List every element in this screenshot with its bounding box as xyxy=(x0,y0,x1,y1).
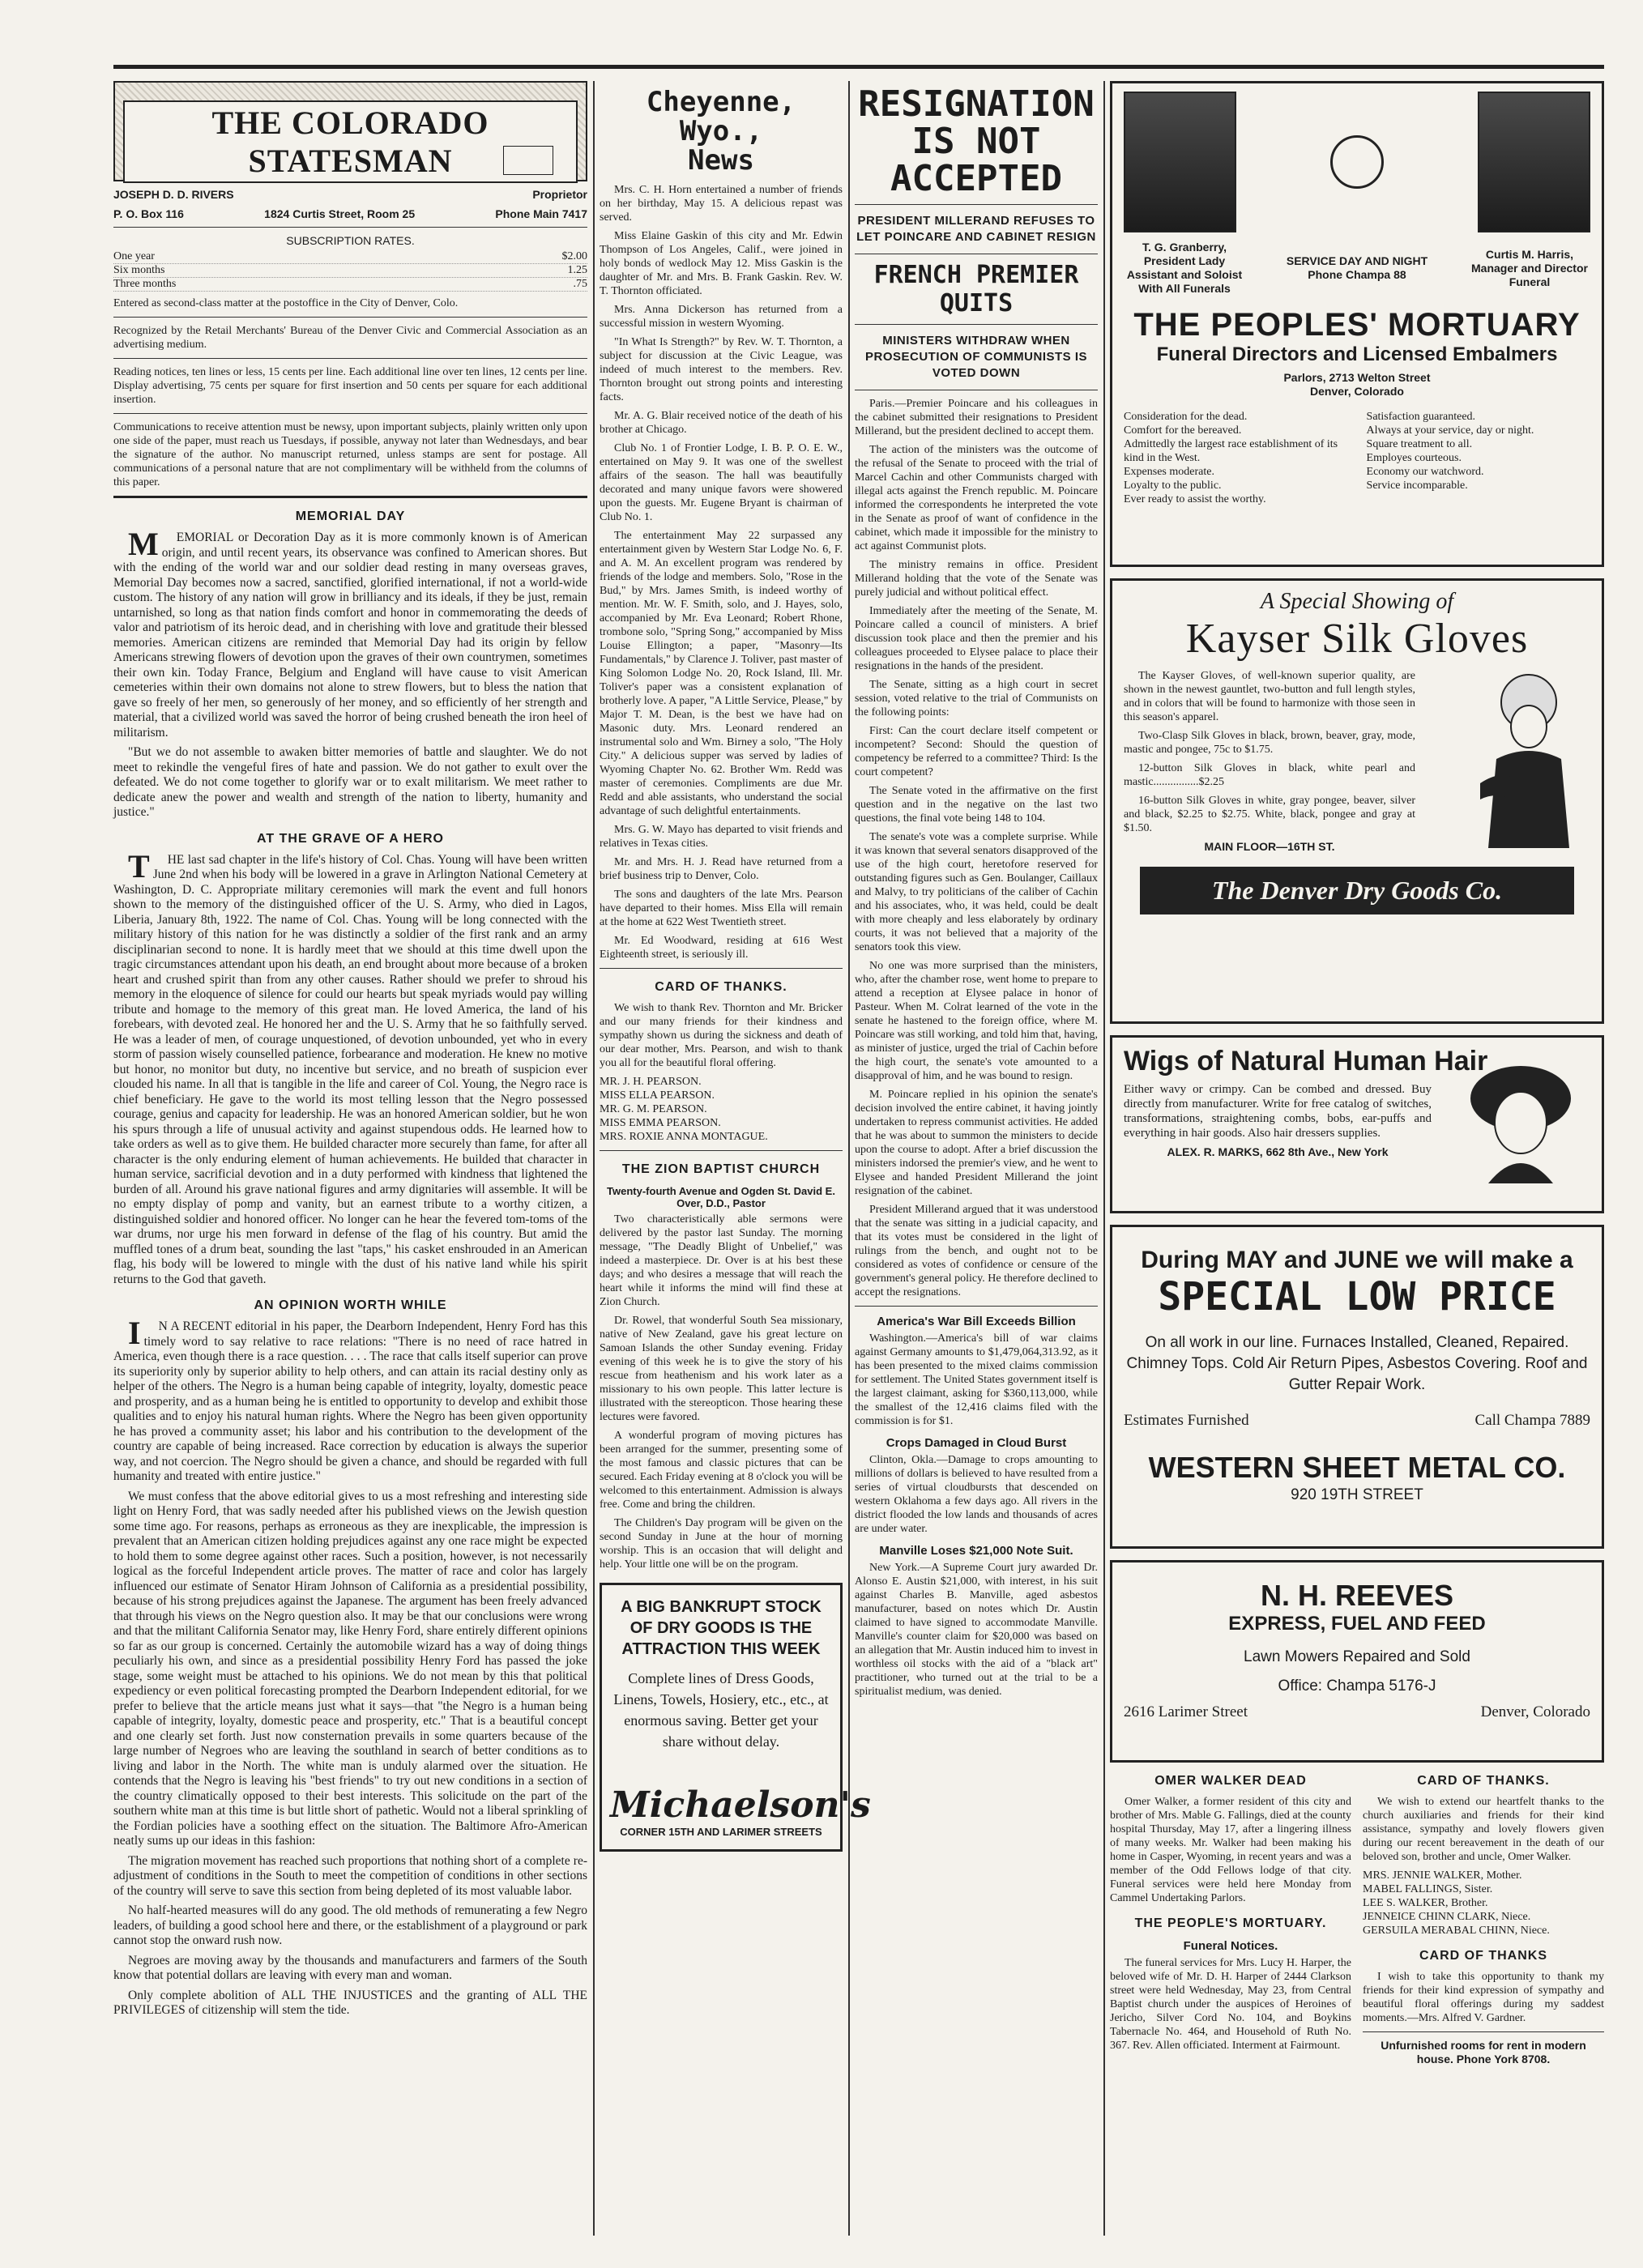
reeves-address: 2616 Larimer Street Denver, Colorado xyxy=(1124,1703,1590,1720)
notices-area xyxy=(1110,1774,1604,2066)
news-paragraph: No one was more surprised than the ministers, who, after the chamber rose, went home to prepare to attend a reception at Elysee palace in honor of Pasteur. When M. Colrat learned of the vote in the senate he hastened to the foreign office, where M. Poincare was still working, and told him that, having, as minister of justice, urged the trial of Cachin before the high court, the senate's vote amounted to a disapproval of him, and he was bound to resign. xyxy=(855,960,1098,1082)
news-item: Miss Elaine Gaskin of this city and Mr. Edwin Thompson of Los Angeles, Calif., were joined in holy bonds of wedlock May 12. Miss Gaskin is the daughter of Mr. and Mrs. B. Frank Gaskin. Rev. W. T. Thornton officiated. xyxy=(600,230,843,297)
card2-headline: CARD OF THANKS xyxy=(1419,1949,1547,1963)
michaelsons-ad xyxy=(600,1583,871,1852)
cheyenne-column xyxy=(600,81,871,2236)
mortuary-city: Denver, Colorado xyxy=(1310,385,1404,398)
woman-portrait-icon xyxy=(1464,1054,1577,1183)
church-paragraph: The Children's Day program will be given on the second Sunday in June at the hour of morning worship. This is an occasion that will delight and help. Your little one will be on the program. xyxy=(600,1517,843,1571)
news-paragraph: Paris.—Premier Poincare and his colleagues in the cabinet submitted their resignations to President Millerand, but the president declined to accept them. xyxy=(855,398,1098,437)
news-item: Mr. A. G. Blair received notice of the death of his brother at Chicago. xyxy=(600,410,843,436)
mortuary-lists: Consideration for the dead. Comfort for the bereaved. Admittedly the largest race establishment of its kind in the West. Expenses moderate. Loyalty to the public. Ever ready to assist the worthy. Satisfaction guaranteed. Always at your service, day or night. Square treatment to all. Employes courteous. Economy our watchword. Service incomparable. xyxy=(1124,411,1534,505)
mortuary-parlors: Parlors, 2713 Welton Street xyxy=(1283,371,1431,384)
ad-headline: A BIG BANKRUPT STOCK OF DRY GOODS IS THE ATTRACTION THIS WEEK xyxy=(621,1598,822,1658)
memorial-paragraph: MEMORIAL or Decoration Day as it is more commonly known is of American origin, and until recent years, its observance was confined to American shores. But with the ending of the world war and our soldier dead resting in many overseas graves, Memorial Day becomes now a sacred, sanctified, glorified international, if not a world-wide custom. The history of any nation will grow in brilliancy and its ideals, if they be just, remain untarnished, so long as that nation finds comfort and honor in commemorating the deeds of valor and patriotism of its heroic dead, and in cherishing with love and gratitude their blessed memories. American citizens are reminded that Memorial Day had its origin by fellow Americans strewing flowers of devotion upon the graves of their own countrymen, sometimes their own kin. Today France, Belgium and England will have cause to visit American cemeteries within their own domains not alone to strew flowers, but to bless the nation that gave so freely of her men, so generously of her money, and so efficiently of her strength and material, that a civilized world was saved the horror of being crushed beneath the iron heel of militarism. xyxy=(113,526,587,740)
kayser-title: Kayser Silk Gloves xyxy=(1185,616,1529,662)
po-box: P. O. Box 116 xyxy=(113,207,184,220)
crown-emblem-icon xyxy=(1330,135,1384,189)
ad-body: Complete lines of Dress Goods, Linens, Towels, Hosiery, etc., etc., at enormous saving. Better get your share without delay. xyxy=(613,1670,829,1750)
premier-headline: FRENCH PREMIER QUITS xyxy=(873,261,1079,318)
mortuary-photo-row xyxy=(1124,92,1590,232)
granberry-portrait xyxy=(1124,92,1236,232)
news-paragraph: The senate's vote was a complete surprise. While it was known that several senators disapproved of the use of the high court, heretofore reserved for outstanding figures such as Gen. Boulanger, Caillaux and Malvy, to try politicians of the caliber of Cachin and his associates, who, it was held, could be dealt with more cheaply and less elaborately by ordinary courts, it was not believed that a majority of the senators took this view. xyxy=(855,831,1098,953)
notices-right xyxy=(1363,1774,1604,2066)
opinion-paragraph: We must confess that the above editorial gives to us a most refreshing and interesting side light on Henry Ford, that was sadly needed after his published views on the Jewish question some time ago. For reasons, perhaps as erroneous as they are inexplicable, the impression is prevalent that an American citizen holding prejudices against any one race might be expected to hold them to some degree against other races. Such a position, however, is not necessarily logical as the forceful Independent article proves. The matter of race and color has largely influenced our estimate of Senator Hiram Johnson of California as a presidential possibility, because of his strong prejudices against the Japanese. The argument has been freely advanced that through his views on the Negro question also. It may be that our conclusions were wrong and that the militant California Senator may, like Henry Ford, share entirely different opinions so far as our group is concerned. Certainly the automobile wizard has a way of doing things peculiarly his own, and since as a presidential possibility Henry Ford has passed the joke stage, some weight must be attached to his opinions. We do not mean by this that political expediency or even political forecasting prompted the Dearborn Independent editorial, for we prefer to believe that the article means just what it says—that "the Negro is a human being capable of integrity, loyalty, domestic peace and prosperity, etc." That is a beautiful concept and one clearly set forth. Just now consternation prevails in some quarters because of the large number of Negroes who are leaving the southland in search of better conditions as to living and labor in the North. The white man is unduly alarmed over the situation. He contends that the Negro is leaving his "best friends" to try out new conditions in a section of the country climatically opposed to their best interests. This solicitude on the part of the southern white man at this time is but little short of pathetic. Would not a liberal sprinkling of the Fordian policies have a soothing effect on the situation. The Baltimore Afro-American neatly sums up our ideas in this fashion: xyxy=(113,1489,587,1848)
opinion-paragraph: Only complete abolition of ALL THE INJUSTICES and the granting of ALL THE PRIVILEGES of citizenship will stem the tide. xyxy=(113,1988,587,2017)
news-item: "In What Is Strength?" by Rev. W. T. Thornton, a subject for discussion at the Civic League, was indeed of much interest to the members. Rev. Thornton brought out strong points and interesting facts. xyxy=(600,336,843,403)
special-price-headline: SPECIAL LOW PRICE xyxy=(1158,1274,1556,1319)
church-paragraph: Dr. Rowel, that wonderful South Sea missionary, native of New Zealand, gave his great lecture on Samoan Islands the other Sunday evening. Friday evening of this week he is to give the story of his rescue from heathenism and his work later as a missionary to his own people. This latter lecture is illustrated with the stereopticon. Those hearing these lectures were favored. xyxy=(600,1315,843,1423)
street-address: 1824 Curtis Street, Room 25 xyxy=(264,207,416,220)
sheet-metal-contact: Estimates Furnished Call Champa 7889 xyxy=(1124,1412,1590,1429)
news-item: The entertainment May 22 surpassed any entertainment given by Western Star Lodge No. 6, F. and A. M. An excellent program was rendered by friends of the lodge and members. Solo, "Rose in the Bud," by Mrs. James Smith, is indeed worthy of mention. Mr. W. F. Smith, solo, and J. Hayes, solo, accompanied by Mr. Eva Leonard; Robert Rhone, trombone solo, "Spring Song," accompanied by Miss Louise Ellington; a paper, "Masonry—Its Fundamentals," by Clarence J. Toliver, past master of King Solomon Lodge No. 20, Rock Island, Ill. Mr. Toliver's paper was a consistent explanation of brotherly love. A paper, "A Little Service, Please," by Major T. M. Dean, is the best we have had on Masonic duty. Mrs. Leonard rendered an instrumental solo and Wm. Birney a solo, "The Holy City." A delicious supper was served by ladies of Wyoming Chapter No. 62. Brother Wm. Redd was master of ceremonies. Compliments are due Mr. Redd and able assistants, who understand the social advantage of such delightful entertainments. xyxy=(600,530,843,817)
memorial-paragraph: "But we do not assemble to awaken bitter memories of battle and slaughter. We do not meet to rekindle the vengeful fires of hate and passion. We do not gather to exult over the defeated. We do not come together to glorify war or to exalt militarism. We meet rather to dedicate anew the power and wealth and strength of the nation to liberty, humanity and justice." xyxy=(113,745,587,819)
rooms-for-rent: Unfurnished rooms for rent in modern house. Phone York 8708. xyxy=(1381,2039,1586,2066)
glove-lady-illustration xyxy=(1464,670,1585,848)
grave-paragraph: THE last sad chapter in the life's history of Col. Chas. Young will have been written June 2nd when his body will be lowered in a grave in Arlington National Cemetery at Washington, D. C. Appropriate military ceremonies will mark the event and full honors shown to the memory of the distinguished officer of the U. S. Army, who died in Lagos, Liberia, January 8th, 1922. The name of Col. Chas. Young will be long connected with the military history of this nation for he was distinctly a soldier of the first rank and an army disciplinarian second to none. It is hardly meet that we should at this time dwell upon the tragic circumstances attendant upon his death, an end brought about more because of a broken heart and crushed spirit than from any other causes. Rather should we prefer to shroud his memory in the eloquence of silence for could our hearts but speak myriads would pay willing tribute and homage to the memory of this great man. He loved America, the land of his forebears, with devoted zeal. He honored her and the U. S. Army that he so faithfully served. He was a leader of men, of courage unquestioned, of devotion unbounded, yet who in every storm of passion wisely counselled patience, forbearance and moderation. He knew no motive but honor, no monitor but duty, no incentive but service, and no breath of suspicion ever clouded his name. In all that is tangible in the life and career of Col. Young, the Negro race is chief beneficiary. He gave to the world its most telling lesson that the Negro possessed courage, genius and capacity for leadership. He was an honored American soldier, but he won his spurs through a life of unusual activity and against stupendous odds. He learned how to take orders as well as to give them. He builded character more securely than fame, for after all character is the only enduring element of human achievements. He builded that character in human service, sacrificial devotion and in a duty performed with kindness that lightened the burden of all. Around his grave national figures and army dignitaries will assemble. It will be no empty display of pomp and vanity, but an earnest tribute to a worthy citizen, a distinguished soldier and honored officer. No longer can he hear the fevered tom-toms of the war drums, nor urge his men forward in defense of the flag of his country. But amid the muffled tones of a drum beat, sounding the last "taps," his casket enshrouded in an American flag, his body will be lowered to mingle with the dust of his native land while his spirit returns to the God that gaveth. xyxy=(113,847,587,1286)
reeves-office: Office: Champa 5176-J xyxy=(1278,1678,1436,1695)
mortuary-small-headline: THE PEOPLE'S MORTUARY. xyxy=(1134,1916,1327,1930)
news-item: Mr. Ed Woodward, residing at 616 West Eighteenth street, is seriously ill. xyxy=(600,935,843,961)
opinion-headline: AN OPINION WORTH WHILE xyxy=(254,1298,447,1312)
news-item: Club No. 1 of Frontier Lodge, I. B. P. O. E. W., entertained on May 9. It was one of the swellest affairs of the season. The hall was beautifully decorated and many unique favors were showered upon the guests. Mr. Eugene Bryant is chairman of Club No. 1. xyxy=(600,442,843,523)
crops-text: Clinton, Okla.—Damage to crops amounting to millions of dollars is believed to have resulted from a series of virtual cloudbursts that descended on western Oklahoma a few days ago. All rivers in the district flooded the low lands and thousands of acres are under water. xyxy=(855,1454,1098,1535)
rate-row: Six months 1.25 xyxy=(113,264,587,276)
card2-text: I wish to take this opportunity to thank my friends for their kind expression of sympathy and beautiful floral offerings during my saddest moments.—Mrs. Alfred V. Gardner. xyxy=(1363,1971,1604,2024)
omer-text: Omer Walker, a former resident of this city and brother of Mrs. Mable G. Fallings, died at the county hospital Thursday, May 17, after a lingering illness of many weeks. Mr. Walker had been making his home in Casper, Wyoming, in recent years and was a member of the Odd Fellows lodge of that city. Funeral services were held here Monday from Cammel Undertaking Parlors. xyxy=(1110,1796,1351,1904)
harris-portrait xyxy=(1478,92,1590,232)
reeves-services: EXPRESS, FUEL AND FEED xyxy=(1228,1613,1486,1635)
news-item: Mrs. G. W. Mayo has departed to visit friends and relatives in Texas cities. xyxy=(600,824,843,850)
omer-headline: OMER WALKER DEAD xyxy=(1154,1774,1307,1788)
publisher-row xyxy=(113,188,587,201)
funeral-text: The funeral services for Mrs. Lucy H. Harper, the beloved wife of Mr. D. H. Harper of 2444 Clarkson street were held Wednesday, May 23, from Central Baptist church under the auspices of Heroines of Jericho, Silver Cord No. 104, and Boykins Tabernacle No. 464, and Household of Ruth No. 367. Rev. Allen officiated. Interment at Fairmount. xyxy=(1110,1957,1351,2052)
communications-notice: Communications to receive attention must be newsy, upon important subjects, plainly written only upon one side of the paper, must reach us Tuesdays, if possible, anyway not later than Wednesdays, and bear the signature of the author. No manuscript returned, unless stamps are sent for postage. All communications of a personal nature that are not complimentary will be withheld from the columns of this paper. xyxy=(113,421,587,488)
recognition-notice: Recognized by the Retail Merchants' Bureau of the Denver Civic and Commercial Association as an advertising medium. xyxy=(113,325,587,351)
resignation-deck: PRESIDENT MILLERAND REFUSES TO LET POINCARE AND CABINET RESIGN xyxy=(856,214,1096,244)
church-address: Twenty-fourth Avenue and Ogden St. David E. Over, D.D., Pastor xyxy=(607,1185,835,1209)
wigs-ad xyxy=(1110,1035,1604,1213)
sheet-metal-line1: During MAY and JUNE we will make a xyxy=(1141,1247,1573,1273)
news-paragraph: Immediately after the meeting of the Senate, M. Poincare called a council of ministers. A brief discussion took place and then the premier and his colleagues proceeded to Elysee palace to place their resignations in the hands of the president. xyxy=(855,605,1098,672)
phone-number: Phone Main 7417 xyxy=(495,207,587,220)
newspaper-name: THE COLORADO STATESMAN xyxy=(123,100,578,183)
sheet-metal-company: WESTERN SHEET METAL CO. xyxy=(1148,1451,1566,1484)
rates-table xyxy=(113,250,587,292)
resignation-headline: RESIGNATION IS NOT ACCEPTED xyxy=(858,83,1095,199)
left-caption: T. G. Granberry, President Lady Assistant and Soloist With All Funerals xyxy=(1126,241,1243,295)
church-headline: THE ZION BAPTIST CHURCH xyxy=(621,1162,821,1176)
wigs-title: Wigs of Natural Human Hair xyxy=(1124,1046,1488,1076)
news-item: The sons and daughters of the late Mrs. Pearson have departed to their homes. Miss Ella will remain at the home at 622 West Twentieth street. xyxy=(600,889,843,928)
newspaper-page xyxy=(113,65,1604,2236)
news-paragraph: M. Poincare replied in his opinion the senate's decision involved the entire cabinet, it having jointly undertaken to repress communist activities. He added that he was about to summon the ministers to decide upon the course to adopt. After a brief discussion the ministers indorsed the premier's view, and he went to Elysee and handed President Millerand the joint resignation of the cabinet. xyxy=(855,1089,1098,1197)
advertising-column xyxy=(1110,81,1604,2236)
crops-headline: Crops Damaged in Cloud Burst xyxy=(886,1436,1067,1450)
right-caption: Curtis M. Harris, Manager and Director Funeral xyxy=(1471,247,1588,288)
opinion-paragraph: IN A RECENT editorial in his paper, the Dearborn Independent, Henry Ford has this timely word to say relative to race relations: "There is no need of race hatred in America, even though there is a race question. . . . The race that calls itself superior can prove its superiority only by superior ability to help others, and can attain its racial destiny only as helper of the others. The Negro is a human being capable of integrity, loyalty, domestic peace and prosperity, and as a human being he is entitled to opportunity to develop and exhibit those qualities and to enjoy his natural human rights. Where the Negro has been given opportunity he has proved a community asset; his labor and his contribution to the development of the country are capable of being increased. Race correction by education is always the superior way, and not coercion. The Negro should be given a chance, and should be regarded with full humanity and treated with entire justice." xyxy=(113,1315,587,1483)
thanks-headline: CARD OF THANKS. xyxy=(655,980,787,994)
top-rule xyxy=(113,65,1604,69)
opinion-paragraph: Negroes are moving away by the thousands and manufacturers and farmers of the South know that potential dollars are leaving with every man and woman. xyxy=(113,1953,587,1982)
news-item: Mrs. C. H. Horn entertained a number of friends on her birthday, May 15. A delicious repast was served. xyxy=(600,184,843,224)
news-item: Mrs. Anna Dickerson has returned from a successful mission in western Wyoming. xyxy=(600,304,843,330)
editorial-column xyxy=(113,81,587,2236)
church-paragraph: A wonderful program of moving pictures has been arranged for the summer, presenting some of the most famous and classic pictures that can be secured. Each Friday evening at 8 o'clock you will be welcomed to this entertainment. Admission is always free. Come and bring the children. xyxy=(600,1430,843,1511)
notices-left xyxy=(1110,1774,1351,2066)
reeves-ad xyxy=(1110,1560,1604,1763)
news-paragraph: President Millerand argued that it was understood that the senate was sitting in a judicial capacity, and that its votes must be considered in the light of rulings from the bench, and ought not to be considered as votes of confidence or censure of the government's general policy. He therefore declined to accept the resignations. xyxy=(855,1204,1098,1298)
address-row xyxy=(113,207,587,220)
sheet-metal-street: 920 19TH STREET xyxy=(1291,1486,1423,1503)
news-item: Mr. and Mrs. H. J. Read have returned from a brief business trip to Denver, Colo. xyxy=(600,856,843,882)
war-bill-headline: America's War Bill Exceeds Billion xyxy=(877,1315,1076,1328)
church-paragraph: Two characteristically able sermons were delivered by the pastor last Sunday. The morning message, "The Deadly Blight of Unbelief," was indeed a masterpiece. Dr. Over is at his best these days; and who desires a message that will reach the heart while it informs the mind will find these at Zion Church. xyxy=(600,1213,843,1308)
cheyenne-headline: Cheyenne, Wyo., News xyxy=(646,86,796,177)
kayser-floor: MAIN FLOOR—16TH ST. xyxy=(1204,840,1335,853)
news-paragraph: First: Can the court declare itself competent or incompetent? Second: Should the question of competency be referred to a committee? Third: Is the court competent? xyxy=(855,725,1098,778)
center-caption: SERVICE DAY AND NIGHT Phone Champa 88 xyxy=(1286,254,1428,281)
news-column xyxy=(855,81,1098,2236)
entered-notice: Entered as second-class matter at the postoffice in the City of Denver, Colo. xyxy=(113,297,459,309)
ad-location: CORNER 15TH AND LARIMER STREETS xyxy=(620,1826,822,1838)
kayser-intro: A Special Showing of xyxy=(1260,589,1454,614)
rate-row: Three months .75 xyxy=(113,278,587,290)
rate-row: One year $2.00 xyxy=(113,250,587,262)
mortuary-subtitle: Funeral Directors and Licensed Embalmers xyxy=(1156,343,1558,365)
proprietor-label: Proprietor xyxy=(532,188,587,201)
masthead xyxy=(113,81,587,181)
manville-headline: Manville Loses $21,000 Note Suit. xyxy=(879,1544,1073,1558)
opinion-paragraph: The migration movement has reached such proportions that nothing short of a complete re-adjustment of conditions in the South to meet the competition of conditions in other sections of the country will serve to save this section from being depleted of its most valuable labor. xyxy=(113,1853,587,1898)
mortuary-caption-row xyxy=(1124,241,1590,296)
premier-deck: MINISTERS WITHDRAW WHEN PROSECUTION OF COMMUNISTS IS VOTED DOWN xyxy=(864,334,1087,380)
card1-headline: CARD OF THANKS. xyxy=(1417,1774,1550,1788)
news-paragraph: The Senate, sitting as a high court in secret session, voted relative to the trial of Communists on the following points: xyxy=(855,679,1098,718)
news-paragraph: The Senate voted in the affirmative on the first question and in the negative on the last two questions, the final vote being 148 to 104. xyxy=(855,785,1098,825)
ad-brand: Michaelson's xyxy=(610,1784,871,1826)
war-bill-text: Washington.—America's bill of war claims against Germany amounts to $1,479,064,313.92, as it has been presented to the mixed claims commission for settlement. The United States government itself is the largest claimant, asking for $360,113,000, while the smallest of the 12,416 claims filed with the commission is for $1. xyxy=(855,1332,1098,1427)
denver-dry-goods-logo: The Denver Dry Goods Co. xyxy=(1140,867,1574,914)
advertising-rates: Reading notices, ten lines or less, 15 cents per line. Each additional line over ten lines, 12 cents per line. Display advertising, 75 cents per square for first insertion and 50 cents per square for each additional insertion. xyxy=(113,366,587,406)
thanks-signatures: MR. J. H. PEARSON. MISS ELLA PEARSON. MR. G. M. PEARSON. MISS EMMA PEARSON. MRS. ROXIE ANNA MONTAGUE. xyxy=(600,1076,768,1143)
subscription-title: SUBSCRIPTION RATES. xyxy=(286,234,415,247)
thanks-text: We wish to thank Rev. Thornton and Mr. Bricker and our many friends for their kindness and sympathy shown us during the sickness and death of our dear mother, Mrs. Pearson, and wish to thank you all for the beautiful floral offering. xyxy=(600,1002,843,1069)
wigs-address: ALEX. R. MARKS, 662 8th Ave., New York xyxy=(1167,1145,1389,1158)
proprietor-name: JOSEPH D. D. RIVERS xyxy=(113,188,234,201)
sheet-metal-body: On all work in our line. Furnaces Installed, Cleaned, Repaired. Chimney Tops. Cold Air Return Pipes, Asbestos Covering. Roof and Gutter Repair Work. xyxy=(1126,1334,1588,1393)
masthead-right-emblem xyxy=(503,146,553,175)
funeral-headline: Funeral Notices. xyxy=(1183,1939,1278,1953)
news-paragraph: The ministry remains in office. President Millerand holding that the vote of the Senate was purely judicial and without political effect. xyxy=(855,559,1098,599)
card1-signatures: MRS. JENNIE WALKER, Mother. MABEL FALLINGS, Sister. LEE S. WALKER, Brother. JENNEICE CHINN CLARK, Niece. GERSUILA MERABAL CHINN, Niece. xyxy=(1363,1869,1550,1937)
mortuary-title: THE PEOPLES' MORTUARY xyxy=(1133,307,1581,343)
reeves-mowers: Lawn Mowers Repaired and Sold xyxy=(1244,1648,1470,1665)
manville-text: New York.—A Supreme Court jury awarded Dr. Alonso E. Austin $21,000, with interest, in his suit against Charles B. Manville, aged asbestos manufacturer, based on notes which Dr. Austin claimed to have signed to accommodate Manville. Manville's counter claim for $20,000 was based on an allegation that Mr. Austin induced him to invest in worthless oil stocks with the aid of a "black art" practitioner, who turned out at the trial to be a spiritualist medium, was denied. xyxy=(855,1562,1098,1698)
wigs-body: Either wavy or crimpy. Can be combed and dressed. Buy directly from manufacturer. Write for free catalog of switches, transformations, straightening combs, bobs, ear-puffs and everything in hair goods. Also hair dressers supplies. xyxy=(1124,1083,1432,1140)
kayser-copy: The Kayser Gloves, of well-known superior quality, are shown in the newest gauntlet, two-button and full length styles, and in colors that will be found to harmonize with those seen in this season's apparel. Two-Clasp Silk Gloves in black, brown, beaver, gray, mode, mastic and pongee, 75c to $1.75. 12-button Silk Gloves in black, white pearl and mastic................$2.25 16-button Silk Gloves in white, gray pongee, beaver, silver and black, $2.25 to $2.75. White, black, pongee and gray at $1.50. xyxy=(1124,670,1415,834)
sheet-metal-ad xyxy=(1110,1225,1604,1549)
grave-of-hero-headline: AT THE GRAVE OF A HERO xyxy=(257,831,444,846)
opinion-paragraph: No half-hearted measures will do any good. The old methods of remunerating a few Negro leaders, of building a good school here and there, or the establishment of a playground or park cannot stop the onward rush now. xyxy=(113,1904,587,1947)
news-paragraph: The action of the ministers was the outcome of the refusal of the Senate to proceed with the trial of Marcel Cachin and other Communists charged with illegal acts against the French republic. M. Poincare informed the correspondents he interpreted the vote in the Senate as proof of want of confidence in the cabinet, which made it impossible for the ministry to act against Communist plots. xyxy=(855,444,1098,552)
peoples-mortuary-ad xyxy=(1110,81,1604,567)
memorial-day-headline: MEMORIAL DAY xyxy=(295,509,406,523)
reeves-name: N. H. REEVES xyxy=(1260,1579,1454,1612)
card1-text: We wish to extend our heartfelt thanks to the church auxiliaries and friends for their kind assistance, sympathy and lovely flowers given during our recent bereavement in the death of our beloved son, brother and uncle, Omer Walker. xyxy=(1363,1796,1604,1863)
kayser-gloves-ad xyxy=(1110,578,1604,1024)
